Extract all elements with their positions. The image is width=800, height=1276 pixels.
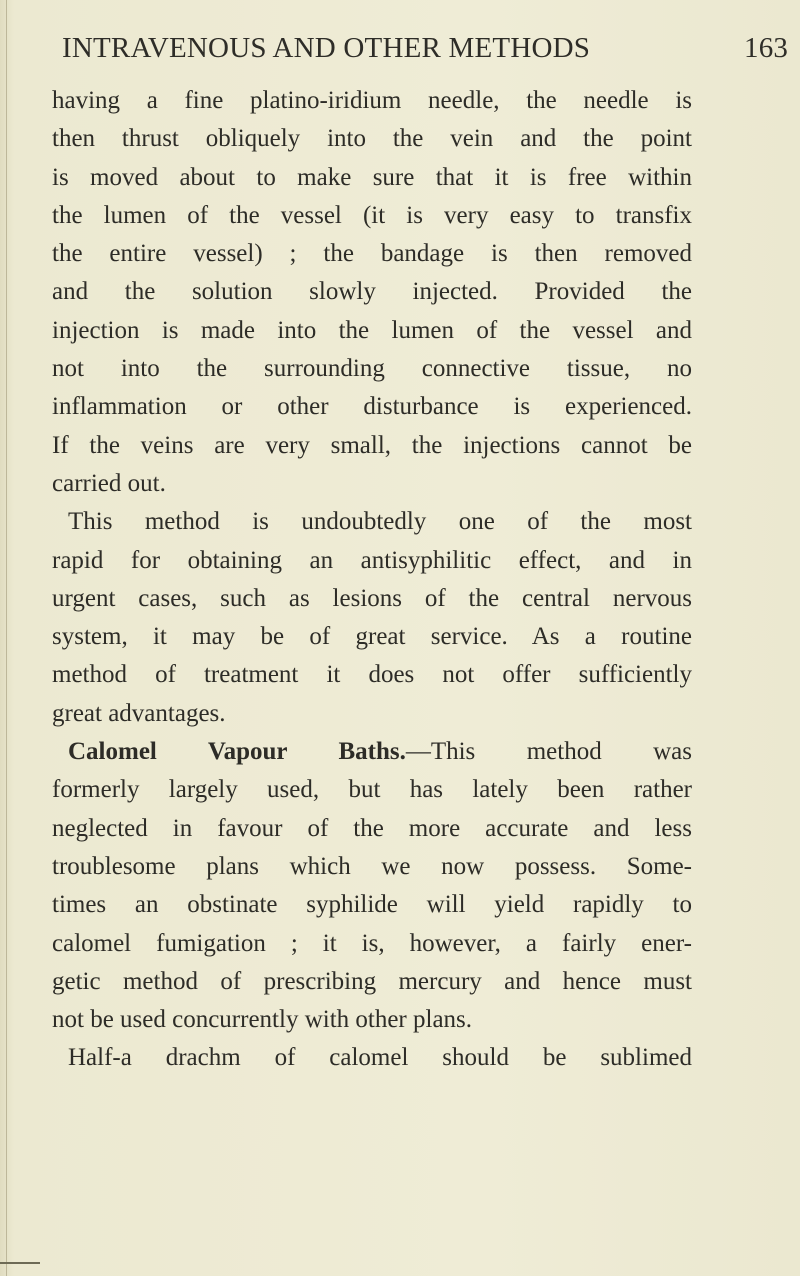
text-line: great advantages. [52,699,226,727]
paragraph-dosage [52,1039,692,1077]
text-line: then thrust obliquely into the vein and the point [52,125,692,153]
text-line: times an obstinate syphilide will yield rapidly to [52,891,692,919]
text-line: not into the surrounding connective tissue, no [52,355,692,383]
text-line: getic method of prescribing mercury and hence must [52,967,692,995]
page-number: 163 [744,32,789,64]
text-line: the lumen of the vessel (it is very easy to transfix [52,201,692,229]
text-line: inflammation or other disturbance is experienced. [52,393,692,421]
text-line: having a fine platino-iridium needle, the needle is [52,87,692,114]
text-line: Half-a drachm of calomel should be sublimed [68,1044,692,1072]
text-line: carried out. [52,469,166,497]
text-line: troublesome plans which we now possess. Some- [52,852,692,880]
text-line: calomel fumigation ; it is, however, a fairly ener- [52,929,692,957]
text-line: and the solution slowly injected. Provided the [52,278,692,306]
text-line: method of treatment it does not offer sufficiently [52,661,692,689]
body-text [52,82,692,1078]
paragraph-calomel-vapour-baths [52,733,692,1039]
text-line: formerly largely used, but has lately been rather [52,776,692,804]
text-line: If the veins are very small, the injections cannot be [52,431,692,459]
text-line: neglected in favour of the more accurate and less [52,814,692,842]
text-line: not be used concurrently with other plans. [52,1006,473,1034]
page-edge-mark [0,1262,40,1264]
section-heading: Calomel Vapour Baths. [68,738,406,766]
text-line: This method is undoubtedly one of the most [68,508,692,536]
heading-line-text: —This method was [405,738,692,766]
text-line: injection is made into the lumen of the vessel and [52,316,692,344]
page-gutter-edge [6,0,7,1276]
text-line: rapid for obtaining an antisyphilitic effect, and in [52,546,692,574]
text-line [52,733,692,771]
running-title: INTRAVENOUS AND OTHER METHODS [62,32,591,64]
paragraph-intravenous-procedure [52,82,692,503]
text-line: is moved about to make sure that it is free within [52,163,692,191]
text-line: urgent cases, such as lesions of the central nervous [52,584,692,612]
paragraph-method-assessment [52,503,692,733]
text-line: system, it may be of great service. As a routine [52,623,692,651]
text-line: the entire vessel) ; the bandage is then removed [52,240,692,268]
page-header [0,32,800,72]
